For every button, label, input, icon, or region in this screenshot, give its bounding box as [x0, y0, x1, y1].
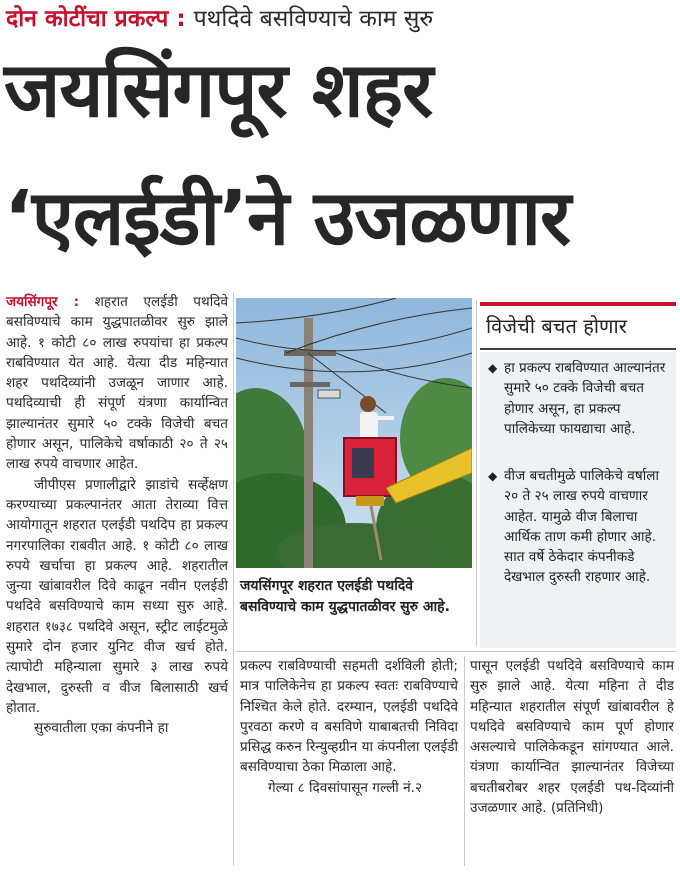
sidebar-top-bar [480, 302, 676, 306]
column-divider [233, 292, 234, 866]
article-column-2 [240, 656, 458, 866]
column-divider [464, 656, 465, 866]
sidebar-bullet [488, 466, 674, 646]
article-paragraph-3: सुरुवातीला एका कंपनीने हा [34, 720, 169, 737]
article-column-3 [470, 656, 674, 866]
section-divider [236, 651, 676, 652]
sidebar-title: विजेची बचत होणार [486, 314, 627, 338]
article-column-1 [6, 292, 228, 864]
article-paragraph-2: जीपीएस प्रणालीद्वारे झाडांचे सर्व्हेक्षण करण्याच्या प्रकल्पानंतर आता तेराव्या वित्त आयोगातून शहरात एलईडी पथदिप हा प्रकल्प नगरपालिका राबवीत आहे. १ कोटी ८० लाख रुपये खर्चाचा हा प्रकल्प आहे. शहरातील जुन्या खांबावरील दिवे काढून नवीन एलईडी पथदिवे बसविण्याचे काम सध्या सुरु आहे. शहरात १७३८ पथदिवे असून, स्ट्रीट लाईटमुळे सुमारे दोन हजार युनिट वीज खर्च होते. त्यापोटी महिन्याला सुमारे ३ लाख रुपये देखभाल, दुरुस्ती व वीज बिलासाठी खर्च होतात. [6, 476, 228, 716]
sidebar-bullet-text: हा प्रकल्प राबविण्यात आल्यानंतर सुमारे ५० टक्के विजेची बचत होणार असून, हा प्रकल्प पालिकेच्या फायद्याचा आहे. [504, 360, 666, 437]
diamond-bullet-icon: ◆ [488, 361, 498, 375]
sidebar-box [480, 302, 676, 648]
article-column-3-text: पासून एलईडी पथदिवे बसविण्याचे काम सुरु झाले आहे. येत्या महिना ते दीड महिन्यात शहरातील संपूर्ण खांबावरील हे पथदिवे बसविण्याचे काम पूर्ण होणार असल्याचे पालिकेकडून सांगण्यात आले. यंत्रणा कार्यान्वित झाल्यानंतर विजेच्या बचतीबरोबर शहर एलईडी पथ-दिव्यांनी उजळणार आहे. (प्रतिनिधी) [470, 658, 674, 817]
sidebar-bullet [488, 358, 674, 462]
photo-caption: जयसिंगपूर शहरात एलईडी पथदिवे बसविण्याचे काम युद्धपातळीवर सुरु आहे. [240, 578, 450, 615]
dateline: जयसिंगपूर : [6, 294, 80, 310]
kicker-text: पथदिवे बसविण्याचे काम सुरु [193, 6, 434, 32]
news-photo [236, 298, 472, 568]
kicker-line [6, 2, 674, 36]
headline-line-2: ‘एलईडी’ने उजळणार [4, 173, 571, 262]
article-column-2-text: प्रकल्प राबविण्याची सहमती दर्शविली होती; मात्र पालिकेनेच हा प्रकल्प स्वतः राबविण्याचे निश्चित केले होते. दरम्यान, एलईडी पथदिवे पुरवठा करणे व बसविणे याबाबतची निविदा प्रसिद्ध करुन रिन्युव्हग्रीन या कंपनीला एलईडी बसविण्याचा ठेका मिळाला आहे. [240, 658, 458, 776]
diamond-bullet-icon: ◆ [488, 469, 498, 483]
headline-line-1: जयसिंगपूर शहर [4, 45, 433, 134]
article-column-2-continued: गेल्या ८ दिवसांपासून गल्ली नं.२ [268, 779, 423, 796]
lineman-photo-illustration [236, 298, 472, 568]
sidebar-divider [480, 348, 676, 350]
article-paragraph-1-text: शहरात एलईडी पथदिवे बसविण्याचे काम युद्धपातळीवर सुरु झाले आहे. १ कोटी ८० लाख रुपयांचा हा प्रकल्प राबविण्यात येत आहे. येत्या दीड महिन्यात शहर पथदिव्यांनी उजळून जाणार आहे. पथदिव्याची ही संपूर्ण यंत्रणा कार्यान्वित झाल्यानंतर सुमारे ५० टक्के विजेची बचत होणार असून, पालिकेचे वर्षाकाठी २० ते २५ लाख रुपये वाचणार आहेत. [6, 294, 228, 473]
kicker-highlight: दोन कोटींचा प्रकल्प : [6, 6, 186, 32]
column-divider [476, 300, 477, 646]
sidebar-body [480, 352, 676, 648]
sidebar-bullet-text: वीज बचतीमुळे पालिकेचे वर्षाला २० ते २५ लाख रुपये वाचणार आहेत. यामुळे वीज बिलाचा आर्थिक ताण कमी होणार आहे. सात वर्षे ठेकेदार कंपनीकडे देखभाल दुरुस्ती राहणार आहे. [504, 468, 659, 586]
article-paragraph-1 [6, 292, 228, 475]
